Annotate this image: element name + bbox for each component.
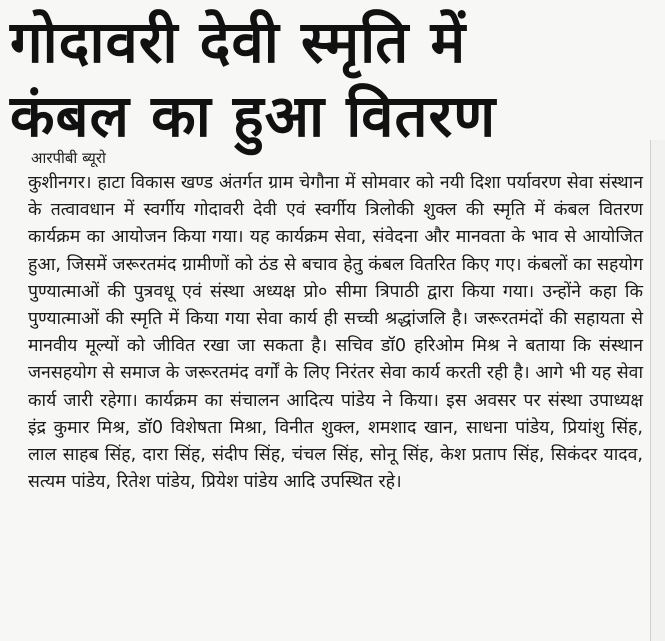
article-body: कुशीनगर। हाटा विकास खण्ड अंतर्गत ग्राम चेगौना में सोमवार को नयी दिशा पर्यावरण सेवा संस्थान के तत्वावधान में स्वर्गीय गोदावरी देवी एवं स्वर्गीय त्रिलोकी शुक्ल की स्मृति में कंबल वितरण कार्यक्रम का आयोजन किया गया। यह कार्यक्रम सेवा, संवेदना और मानवता के भाव से आयोजित हुआ, जिसमें जरूरतमंद ग्रामीणों को ठंड से बचाव हेतु कंबल वितरित किए गए। कंबलों का सहयोग पुण्यात्माओं की पुत्रवधू एवं संस्था अध्यक्ष प्रो० सीमा त्रिपाठी द्वारा किया गया। उन्होंने कहा कि पुण्यात्माओं की स्मृति में किया गया सेवा कार्य ही सच्ची श्रद्धांजलि है। जरूरतमंदों की सहायता से मानवीय मूल्यों को जीवित रखा जा सकता है। सचिव डॉ0 हरिओम मिश्र ने बताया कि संस्थान जनसहयोग से समाज के जरूरतमंद वर्गों के लिए निरंतर सेवा कार्य करती रही है। आगे भी यह सेवा कार्य जारी रहेगा। कार्यक्रम का संचालन आदित्य पांडेय ने किया। इस अवसर पर संस्था उपाध्यक्ष इंद्र कुमार मिश्र, डॉ0 विशेषता मिश्रा, विनीत शुक्ल, शमशाद खान, साधना पांडेय, प्रियांशु सिंह, लाल साहब सिंह, दारा सिंह, संदीप सिंह, चंचल सिंह, सोनू सिंह, केश प्रताप सिंह, सिकंदर यादव, सत्यम पांडेय, रितेश पांडेय, प्रियेश पांडेय आदि उपस्थित रहे। <box>28 173 643 493</box>
headline-line-2: कंबल का हुआ वितरण <box>10 82 497 150</box>
byline: आरपीबी ब्यूरो <box>31 149 106 167</box>
adjacent-column-edge <box>650 140 665 641</box>
headline-line-1: गोदावरी देवी स्मृति में <box>10 8 467 76</box>
